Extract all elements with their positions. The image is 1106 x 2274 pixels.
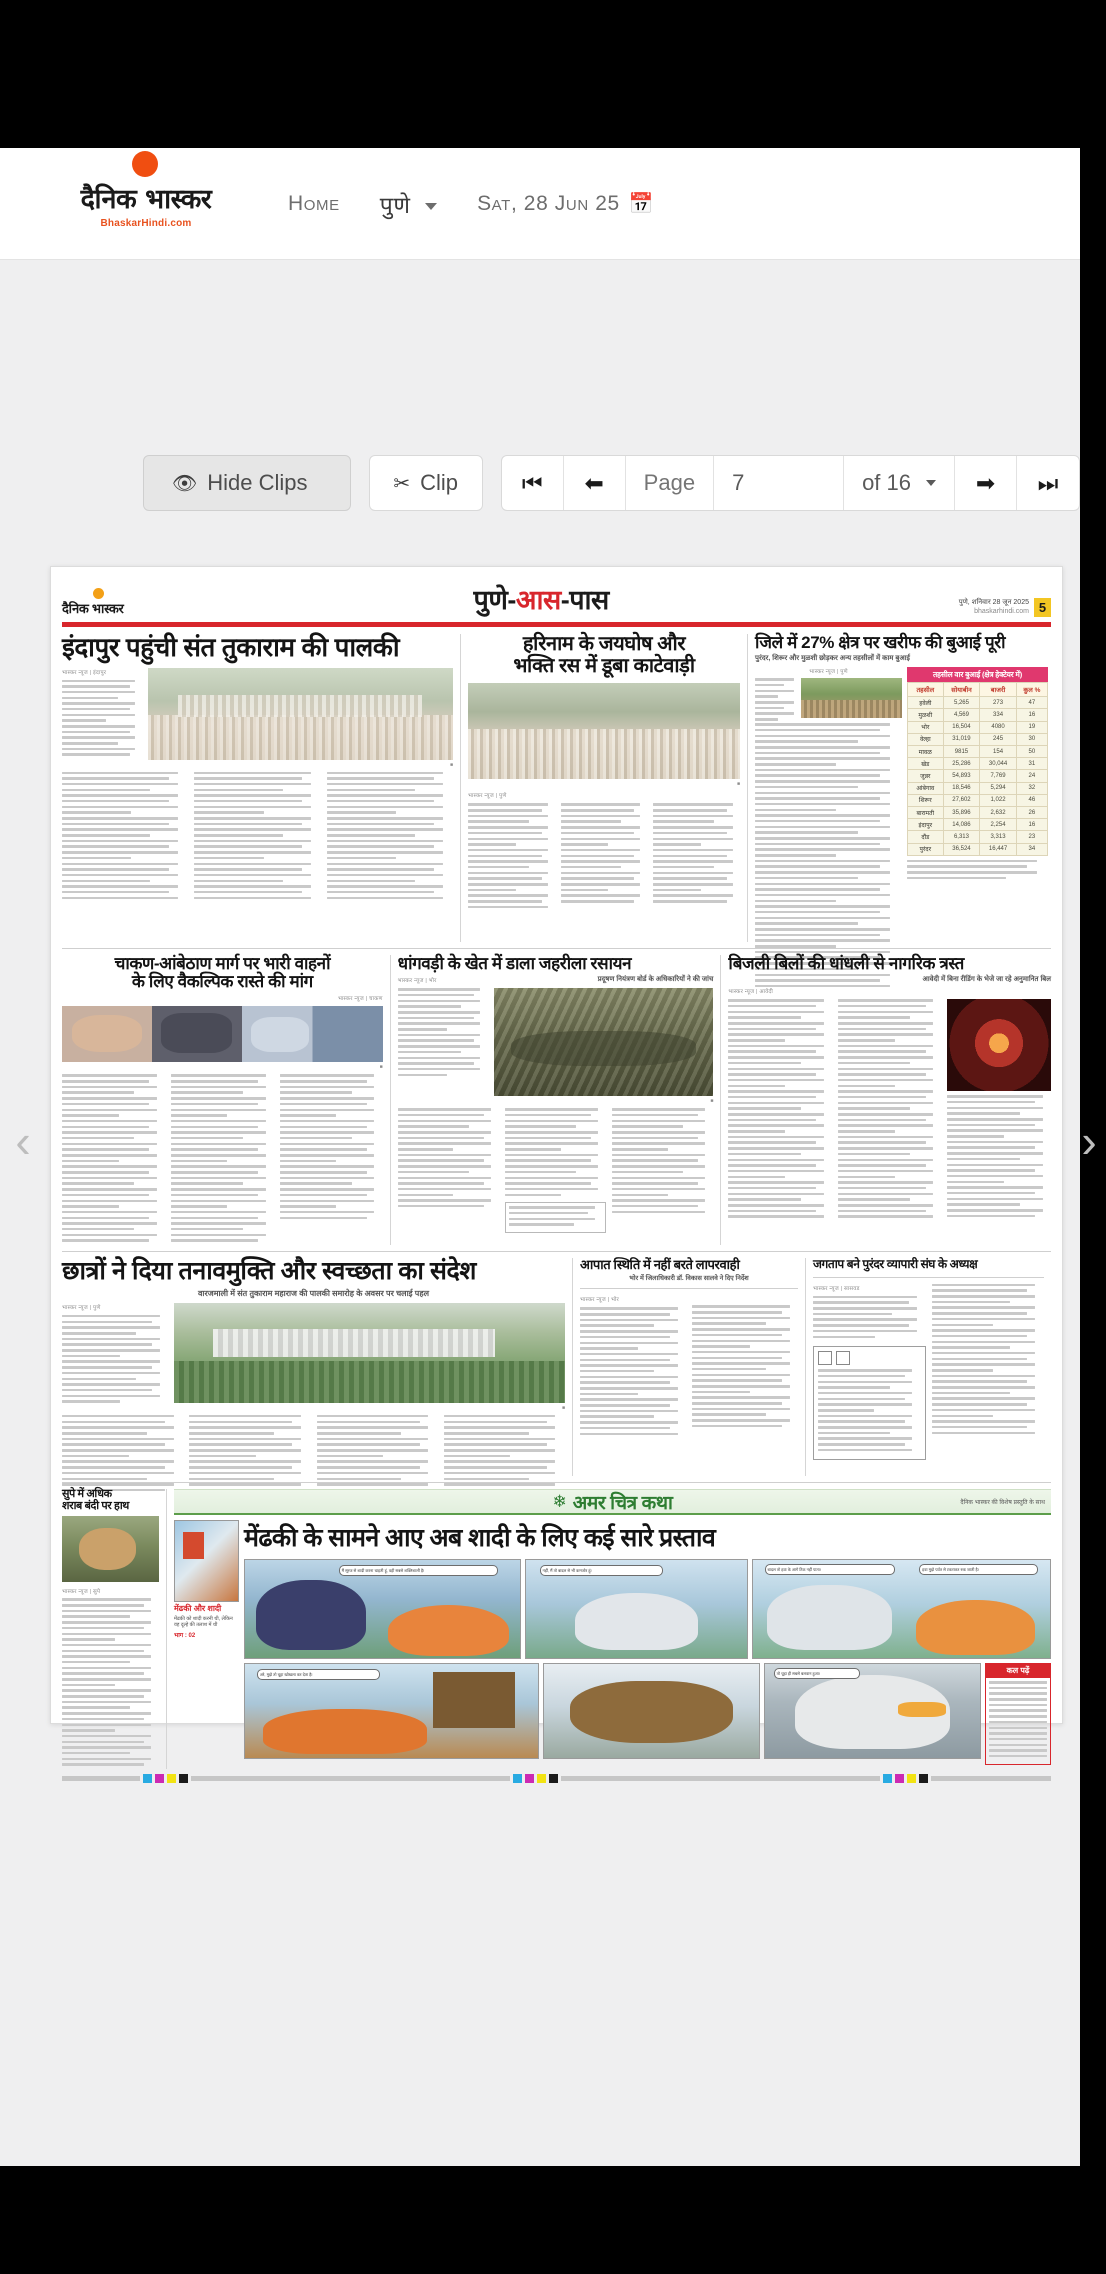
- subheadline: वारजमाली में संत तुकाराम महाराज की पालकी समारोह के अवसर पर चलाई पहल: [197, 1288, 430, 1298]
- table-row: [908, 843, 1048, 855]
- last-page-button[interactable]: ⏭: [1037, 469, 1059, 496]
- total-pages-dropdown[interactable]: [844, 456, 955, 510]
- table-cell: 18,546: [943, 782, 980, 794]
- article-column-3: [612, 1108, 713, 1245]
- table-header-cell-3: कुल %: [1016, 683, 1047, 697]
- table-cell: 26: [1016, 806, 1047, 818]
- table-cell: 16,504: [943, 721, 980, 733]
- section-divider: [62, 1251, 1051, 1252]
- table-row: [908, 806, 1048, 818]
- table-row: [908, 746, 1048, 758]
- body-lines: [932, 1284, 1045, 1438]
- crop-sowing-table: [907, 667, 1048, 855]
- subheadline: आवेदी में बिना रीडिंग के भेजे जा रहे अनुमानित बिल: [922, 976, 1052, 984]
- body-lines: [62, 1315, 168, 1406]
- table-cell: 5,265: [943, 697, 980, 709]
- table-cell: 334: [980, 709, 1016, 721]
- article-column-2: [561, 791, 654, 942]
- article-column-1: [580, 1295, 692, 1476]
- table-cell: पुरंदर: [908, 843, 944, 855]
- table-cell: 14,086: [943, 819, 980, 831]
- newspaper-masthead: [62, 577, 1051, 617]
- table-cell: वेल्हा: [908, 733, 944, 745]
- reg-magenta: [895, 1774, 904, 1783]
- comic-sidebar-title: मेंढकी और शादी: [174, 1604, 222, 1613]
- reg-cyan: [513, 1774, 522, 1783]
- calendar-icon: 📅: [628, 193, 655, 215]
- article-jagtap-president[interactable]: [806, 1258, 1044, 1476]
- headline: जगताप बने पुरंदर व्यापारी संघ के अध्यक्ष: [813, 1257, 978, 1271]
- prev-page-button[interactable]: ⬅: [564, 456, 626, 510]
- comic-speech-bubble: हवा मुझे पर्वत से टकराकर रुक जाती है!: [919, 1564, 1038, 1575]
- comic-headline: मेंढकी के सामने आए अब शादी के लिए कई सारे प्रस्ताव: [244, 1524, 716, 1552]
- photo-caption: ■: [736, 781, 740, 788]
- table-cell: 7,769: [980, 770, 1016, 782]
- body-lines: [62, 1415, 183, 1495]
- hide-clips-button[interactable]: [143, 455, 351, 511]
- table-row: [908, 709, 1048, 721]
- chevron-down-icon: [425, 203, 437, 210]
- table-cell: 24: [1016, 770, 1047, 782]
- crop-sowing-table-wrap: [907, 667, 1048, 990]
- table-cell: आंबेगाव: [908, 782, 944, 794]
- article-dhangavadi-chemical[interactable]: [391, 955, 721, 1245]
- table-row: [908, 831, 1048, 843]
- body-lines: [62, 772, 188, 903]
- byline: भास्कर न्यूज | पुणे: [809, 669, 848, 676]
- hide-clips-label: Hide Clips: [207, 470, 308, 495]
- body-lines: [813, 1296, 926, 1342]
- body-lines: [62, 680, 142, 760]
- comic-panel: [244, 1663, 539, 1759]
- byline: भास्कर न्यूज | इंदापुर: [62, 669, 107, 676]
- table-cell: भोर: [908, 721, 944, 733]
- table-cell: 30,044: [980, 758, 1016, 770]
- body-lines: [728, 999, 832, 1221]
- table-row: [908, 733, 1048, 745]
- nav-city[interactable]: [380, 188, 437, 220]
- table-cell: 273: [980, 697, 1016, 709]
- article-column-3: [317, 1415, 444, 1495]
- logo-dot-icon: [93, 588, 104, 599]
- table-header-row: [908, 683, 1048, 697]
- row-2: [62, 955, 1051, 1245]
- body-lines: [505, 1108, 606, 1199]
- table-cell: 50: [1016, 746, 1047, 758]
- table-cell: 5,294: [980, 782, 1016, 794]
- nav-city-label: पुणे: [379, 191, 411, 218]
- reg-yellow: [167, 1774, 176, 1783]
- subheadline: पुरंदर, शिरूर और मुळशी छोड़कर अन्य तहसीलों में काम बुआई: [755, 655, 910, 663]
- comic-panel: [525, 1559, 747, 1659]
- article-column-3: [653, 791, 740, 942]
- table-cell: 245: [980, 733, 1016, 745]
- comic-panel: [752, 1559, 1051, 1659]
- body-lines: [398, 1108, 499, 1210]
- article-photo: [148, 668, 453, 760]
- table-cell: 16,447: [980, 843, 1016, 855]
- byline: भास्कर न्यूज | सुपे: [62, 1589, 101, 1596]
- photo-caption: ■: [710, 1098, 714, 1105]
- article-column-2: [932, 1284, 1045, 1476]
- headline-line-1: हरिनाम के जयघोष और: [522, 633, 686, 655]
- edition-date: पुणे, शनिवार 28 जून 2025: [958, 599, 1029, 607]
- notice-box: [813, 1346, 926, 1459]
- article-electricity-bills[interactable]: [721, 955, 1051, 1245]
- table-row: [908, 697, 1048, 709]
- comic-panel: [543, 1663, 760, 1759]
- emblem-icon: [818, 1351, 832, 1365]
- prev-page-chevron[interactable]: ‹: [15, 1115, 31, 1167]
- article-column-3: [280, 1074, 383, 1245]
- comic-sidebar: [174, 1520, 244, 1759]
- article-photo: [801, 678, 902, 718]
- section-title-part3: पास: [569, 585, 609, 615]
- body-lines: [838, 999, 942, 1221]
- newspaper-page[interactable]: [50, 566, 1063, 1724]
- table-cell: 54,893: [943, 770, 980, 782]
- table-row: [908, 819, 1048, 831]
- table-cell: 27,602: [943, 794, 980, 806]
- table-cell: 32: [1016, 782, 1047, 794]
- table-cell: 154: [980, 746, 1016, 758]
- table-cell: बारामती: [908, 806, 944, 818]
- byline: भास्कर न्यूज | पुणे: [468, 793, 507, 800]
- byline: भास्कर न्यूज | चाकण: [337, 996, 383, 1003]
- comic-next-title: कल पढ़ें: [985, 1663, 1051, 1678]
- headline-line-2: शराब बंदी पर हाथ: [62, 1499, 129, 1512]
- table-cell: 46: [1016, 794, 1047, 806]
- photo-caption: ■: [379, 1064, 383, 1071]
- article-column-1: [728, 999, 838, 1245]
- table-cell: 6,313: [943, 831, 980, 843]
- article-photo-bulb: [947, 999, 1051, 1091]
- status-bar-top: [0, 0, 1080, 148]
- first-page-button[interactable]: ⏮: [502, 456, 564, 510]
- row-3: [62, 1258, 1051, 1476]
- body-lines: [755, 678, 797, 724]
- article-column-1: [62, 1415, 189, 1495]
- brand-name: दैनिक भास्कर: [80, 183, 212, 215]
- table-cell: दौंड: [908, 831, 944, 843]
- body-lines: [171, 1074, 274, 1245]
- clip-button[interactable]: [369, 455, 483, 511]
- article-column-3: [947, 999, 1051, 1245]
- headline-line-1: चाकण-आंबेठाण मार्ग पर भारी वाहनों: [114, 954, 331, 973]
- section-title-part1: पुणे: [473, 585, 508, 615]
- article-harinaam[interactable]: [461, 634, 747, 942]
- article-chakan-ambethan[interactable]: [62, 955, 390, 1245]
- headline: इंदापुर पहुंची संत तुकाराम की पालकी: [62, 632, 400, 662]
- article-column-1: [62, 772, 194, 942]
- table-cell: जुन्नर: [908, 770, 944, 782]
- article-column-2: [838, 999, 948, 1245]
- table-cell: 47: [1016, 697, 1047, 709]
- table-cell: इंदापुर: [908, 819, 944, 831]
- page-number-input[interactable]: 7: [714, 456, 844, 510]
- comic-panel: [764, 1663, 981, 1759]
- table-row: [908, 782, 1048, 794]
- article-photo: [494, 988, 714, 1096]
- next-page-chevron[interactable]: ›: [1081, 1115, 1097, 1167]
- table-cell: 34: [1016, 843, 1047, 855]
- logo-icon: [836, 1351, 850, 1365]
- table-cell: 16: [1016, 819, 1047, 831]
- main-nav: [288, 188, 654, 220]
- table-cell: मुळशी: [908, 709, 944, 721]
- article-body: [62, 668, 148, 760]
- body-lines: [561, 803, 648, 905]
- flower-icon: ❄: [552, 1491, 567, 1511]
- body-lines: [947, 1095, 1051, 1217]
- headline: बिजली बिलों की धांधली से नागरिक त्रस्त: [728, 954, 964, 973]
- table-cell: 2,254: [980, 819, 1016, 831]
- body-lines: [194, 772, 320, 903]
- byline: भास्कर न्यूज | भोर: [397, 978, 437, 985]
- table-caption: तहसील वार बुआई (क्षेत्र हेक्टेयर में): [907, 667, 1048, 682]
- headline: आपात स्थिति में नहीं बरते लापरवाही: [580, 1257, 740, 1272]
- article-column-1: [398, 1108, 505, 1245]
- comic-speech-bubble: अरे, मुझे तो चूहा खोखला कर देता है!: [257, 1669, 380, 1680]
- edition-site: bhaskarhindi.com: [974, 607, 1029, 615]
- table-cell: 4080: [980, 721, 1016, 733]
- masthead-logo-text: दैनिक भास्कर: [62, 601, 124, 616]
- table-cell: 23: [1016, 831, 1047, 843]
- article-column-2: [189, 1415, 316, 1495]
- headline-line-2: के लिए वैकल्पिक रास्ते की मांग: [131, 972, 313, 992]
- comic-next-lines: [989, 1681, 1047, 1757]
- newspaper-page-container: [15, 566, 1097, 1724]
- notice-lines: [818, 1369, 921, 1451]
- table-cell: 16: [1016, 709, 1047, 721]
- masthead-rule: [62, 622, 1051, 627]
- reg-cyan: [143, 1774, 152, 1783]
- page-label: Page: [626, 456, 714, 510]
- article-supe-tiger[interactable]: [62, 1489, 166, 1769]
- body-lines: [62, 1598, 159, 1765]
- article-column-3: [327, 772, 453, 942]
- nav-date-label: Sat, 28 Jun 25: [477, 191, 620, 215]
- table-cell: हवेली: [908, 697, 944, 709]
- byline: भास्कर न्यूज | सासवड: [813, 1285, 860, 1292]
- photo-caption: ■: [561, 1404, 565, 1411]
- body-lines: [317, 1415, 438, 1495]
- reg-black: [179, 1774, 188, 1783]
- article-column-2: [505, 1108, 612, 1245]
- subheadline: भोर में जिलाधिकारी डॉ. विकास सालवे ने दिए निर्देश: [629, 1274, 749, 1282]
- comic-speech-bubble: नहीं, मैं तो बादल से भी कमजोर हूं!: [540, 1565, 663, 1576]
- chevron-down-icon: [926, 480, 936, 486]
- article-photo: [174, 1303, 565, 1403]
- article-kharif-sowing[interactable]: [748, 634, 1048, 942]
- reader-toolbar: [0, 446, 1080, 520]
- body-lines: [755, 723, 902, 987]
- table-cell: 36,524: [943, 843, 980, 855]
- article-column-2: [194, 772, 326, 942]
- body-lines: [280, 1074, 383, 1222]
- headline: धांगवड़ी के खेत में डाला जहरीला रसायन: [397, 954, 632, 973]
- page-number-badge: 5: [1034, 598, 1051, 617]
- headline-line-1: सुपे में अधिक: [62, 1488, 112, 1500]
- row-4-comic: [62, 1489, 1051, 1769]
- photo-caption: ■: [449, 761, 453, 768]
- article-photo: [62, 1006, 383, 1062]
- headline: जिले में 27% क्षेत्र पर खरीफ की बुआई पूरी: [755, 633, 1006, 652]
- table-cell: 1,022: [980, 794, 1016, 806]
- article-column-1: [468, 791, 561, 942]
- reg-black: [919, 1774, 928, 1783]
- article-photo: [62, 1516, 159, 1582]
- table-cell: 31: [1016, 758, 1047, 770]
- table-row: [908, 758, 1048, 770]
- table-row: [908, 770, 1048, 782]
- table-header-cell-2: बाजरी: [980, 683, 1016, 697]
- brand-subtitle: BhaskarHindi.com: [100, 217, 192, 229]
- table-row: [908, 721, 1048, 733]
- article-emergency-notice[interactable]: [573, 1258, 805, 1476]
- table-cell: 19: [1016, 721, 1047, 733]
- body-lines: [189, 1415, 310, 1495]
- comic-sidebar-photo: [174, 1520, 239, 1602]
- comic-panel: [244, 1559, 521, 1659]
- body-lines: [692, 1305, 798, 1430]
- reg-cyan: [883, 1774, 892, 1783]
- comic-speech-bubble: तो चूहा ही सबसे बलवान हुआ!: [774, 1668, 860, 1679]
- body-lines: [907, 860, 1048, 880]
- body-lines: [468, 803, 555, 911]
- body-lines: [62, 1074, 165, 1245]
- body-lines: [612, 1108, 713, 1216]
- logo-dot-icon: [132, 151, 158, 177]
- row-1: [62, 634, 1051, 942]
- table-cell: खेड: [908, 758, 944, 770]
- table-header-cell-1: सोयाबीन: [943, 683, 980, 697]
- page-navigation: [501, 455, 1080, 511]
- reg-yellow: [537, 1774, 546, 1783]
- article-column-2: [171, 1074, 280, 1245]
- total-pages-label: of 16: [862, 470, 911, 495]
- comic-band-credit: दैनिक भास्कर की विशेष प्रस्तुति के साथ: [960, 1499, 1045, 1506]
- scissors-icon: ✂: [393, 472, 411, 495]
- body-lines: [444, 1415, 565, 1495]
- comic-next-box: [985, 1663, 1051, 1759]
- table-cell: 30: [1016, 733, 1047, 745]
- table-row: [908, 794, 1048, 806]
- table-cell: 3,313: [980, 831, 1016, 843]
- next-page-button[interactable]: ➡: [955, 456, 1017, 510]
- body-lines: [327, 772, 453, 903]
- nav-home[interactable]: Home: [288, 191, 340, 215]
- article-column-1: [62, 1074, 171, 1245]
- table-cell: 35,896: [943, 806, 980, 818]
- table-header-cell-0: तहसील: [908, 683, 944, 697]
- table-cell: 4,569: [943, 709, 980, 721]
- table-cell: 9815: [943, 746, 980, 758]
- comic-speech-bubble: बादल तो हवा के आगे टिक नहीं पाता!: [765, 1564, 896, 1575]
- table-cell: 2,632: [980, 806, 1016, 818]
- browser-viewport: [0, 148, 1097, 2166]
- reg-magenta: [525, 1774, 534, 1783]
- comic-section[interactable]: [167, 1489, 1051, 1769]
- comic-part-label: भाग : 02: [174, 1633, 196, 1640]
- byline: भास्कर न्यूज | आवेदी: [728, 989, 773, 996]
- body-lines: [580, 1307, 686, 1438]
- table-cell: 25,286: [943, 758, 980, 770]
- masthead-logo: [62, 599, 124, 617]
- body-lines: [653, 803, 740, 905]
- comic-band: [174, 1489, 1051, 1515]
- eye-slash-icon: 👁: [171, 472, 198, 495]
- article-students-message[interactable]: [62, 1258, 572, 1476]
- article-indapur-palki[interactable]: [62, 634, 460, 942]
- table-cell: शिरूर: [908, 794, 944, 806]
- site-logo[interactable]: [56, 179, 236, 229]
- body-lines: [398, 988, 488, 1079]
- reg-magenta: [155, 1774, 164, 1783]
- section-title: पुणे-आस-पास: [473, 585, 609, 615]
- status-bar-bottom: [0, 2166, 1080, 2274]
- article-text-block: [755, 667, 907, 990]
- registration-marks: [62, 1774, 1051, 1783]
- section-title-part2: आस: [515, 585, 561, 615]
- article-photo: [468, 683, 740, 779]
- article-column-2: [692, 1295, 798, 1476]
- clip-label: Clip: [420, 470, 458, 495]
- comic-sidebar-sub: मेंढकी को शादी करनी थी, लेकिन वह दूल्हे की तलाश में थी: [174, 1615, 233, 1629]
- byline: भास्कर न्यूज | भोर: [580, 1297, 619, 1304]
- comic-band-title: अमर चित्र कथा: [572, 1492, 673, 1514]
- headline: छात्रों ने दिया तनावमुक्ति और स्वच्छता का संदेश: [62, 1257, 476, 1285]
- comic-speech-bubble: मैं सूरज से शादी करना चाहती हूं, वही सबसे शक्तिशाली है!: [339, 1565, 499, 1576]
- reg-black: [549, 1774, 558, 1783]
- byline: भास्कर न्यूज | पुणे: [62, 1304, 101, 1311]
- article-column-1: [813, 1284, 932, 1476]
- table-cell: मावळ: [908, 746, 944, 758]
- masthead-edition-info: [959, 598, 1051, 617]
- table-cell: 31,019: [943, 733, 980, 745]
- callout-lines: [509, 1206, 602, 1226]
- site-header: [0, 148, 1080, 260]
- article-column-4: [444, 1415, 565, 1495]
- reg-yellow: [907, 1774, 916, 1783]
- headline-line-2: भक्ति रस में डूबा काटेवाड़ी: [513, 655, 695, 678]
- subheadline: प्रदूषण नियंत्रण बोर्ड के अधिकारियों ने की जांच: [597, 976, 714, 984]
- nav-date[interactable]: [477, 191, 654, 216]
